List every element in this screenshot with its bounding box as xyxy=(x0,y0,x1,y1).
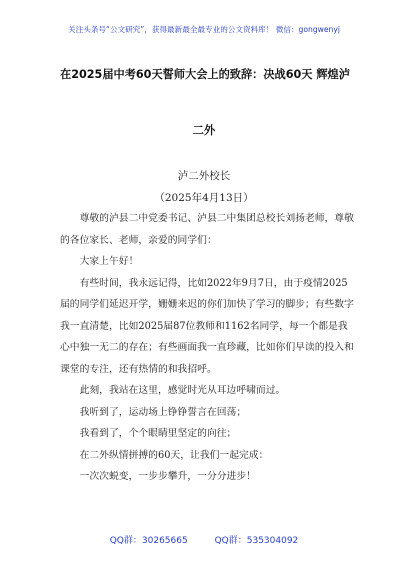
paragraph-salutation: 尊敬的泸县二中党委书记、泸县二中集团总校长刘扬老师，尊敬的各位家长、老师，亲爱的同学们： xyxy=(60,213,354,246)
document-body xyxy=(60,208,356,488)
footer-qq-group-1: QQ群：30265665 xyxy=(109,536,188,546)
paragraph-progress: 一次次蜕变，一步步攀升，一分分进步！ xyxy=(79,471,256,482)
document-title-line-1: 在2025届中考60天誓师大会上的致辞：决战60天 辉煌泸 xyxy=(60,68,350,81)
document-title-line-2: 二外 xyxy=(192,124,216,137)
paragraph-heard: 我听到了，运动场上铮铮誓言在回荡； xyxy=(79,406,247,418)
paragraph-moment: 此刻，我站在这里，感觉时光从耳边呼啸而过。 xyxy=(79,385,286,396)
header-banner: 关注头条号“公文研究”，获得最新最全最专业的公文资料库！ 微信：gongwenyj xyxy=(68,25,340,34)
paragraph-greeting: 大家上午好！ xyxy=(79,256,139,267)
paragraph-seen: 我看到了，个个眼睛里坚定的向往； xyxy=(79,428,237,439)
date-line: （2025年4月13日） xyxy=(154,192,254,204)
footer-qq-group-2: QQ群：535304092 xyxy=(214,536,299,546)
author-line: 泸二外校长 xyxy=(177,170,231,182)
footer xyxy=(0,533,408,546)
paragraph-60-days: 在二外纵情拼搏的60天，让我们一起完成： xyxy=(79,449,269,461)
paragraph-memories: 有些时间，我永远记得，比如2022年9月7日，由于疫情2025届的同学们延迟开学，姗姗来迟的你们加快了学习的脚步；有些数字我一直清楚，比如2025届87位教师和1162名同学，每一个都是我心中独一无二的存在；有些画面我一直珍藏，比如你们早读的投入和课堂的专注，还有热情的和我招呼。 xyxy=(60,277,354,375)
